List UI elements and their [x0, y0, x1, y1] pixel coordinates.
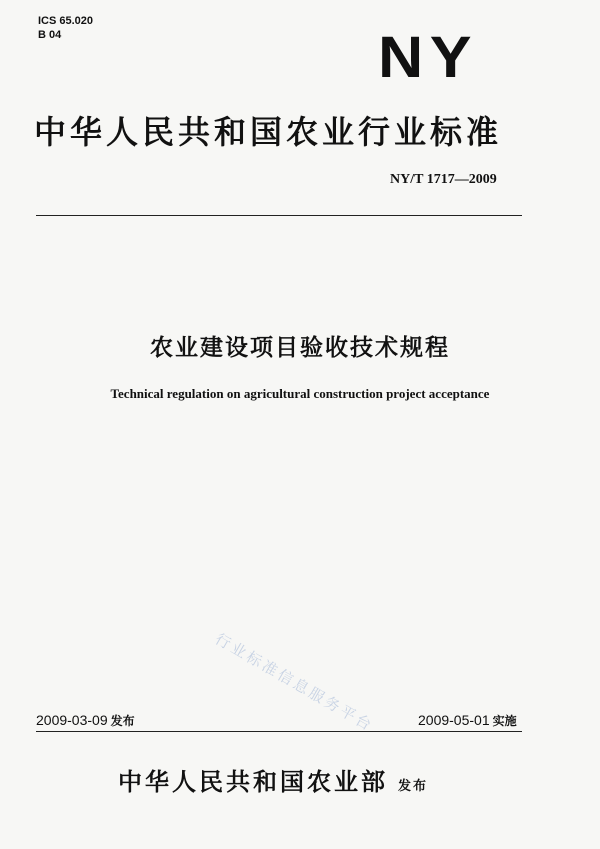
- implementation-date-line: [418, 711, 517, 730]
- issue-date-label: 发布: [110, 714, 135, 728]
- ccs-code: B 04: [38, 29, 62, 41]
- document-title-chinese: 农业建设项目验收技术规程: [150, 335, 450, 361]
- issuer-line: [118, 762, 428, 797]
- standard-category-title: 中华人民共和国农业行业标准: [34, 113, 503, 151]
- watermark: 行业标准信息服务平台: [212, 629, 377, 736]
- document-title-english: Technical regulation on agricultural construction project acceptance: [110, 386, 490, 401]
- implementation-date-label: 实施: [492, 714, 517, 728]
- standard-number: NY/T 1717—2009: [390, 172, 497, 187]
- issuer-action: 发布: [398, 779, 429, 794]
- bottom-divider: [36, 731, 522, 732]
- issuer-name: 中华人民共和国农业部: [118, 768, 388, 796]
- ny-logo: NY: [378, 25, 478, 90]
- issue-date: 2009-03-09: [36, 712, 108, 728]
- issue-date-line: [36, 711, 135, 730]
- ics-code: ICS 65.020: [38, 15, 94, 27]
- classification-codes: [38, 14, 93, 42]
- implementation-date: 2009-05-01: [418, 712, 490, 728]
- top-divider: [36, 215, 522, 216]
